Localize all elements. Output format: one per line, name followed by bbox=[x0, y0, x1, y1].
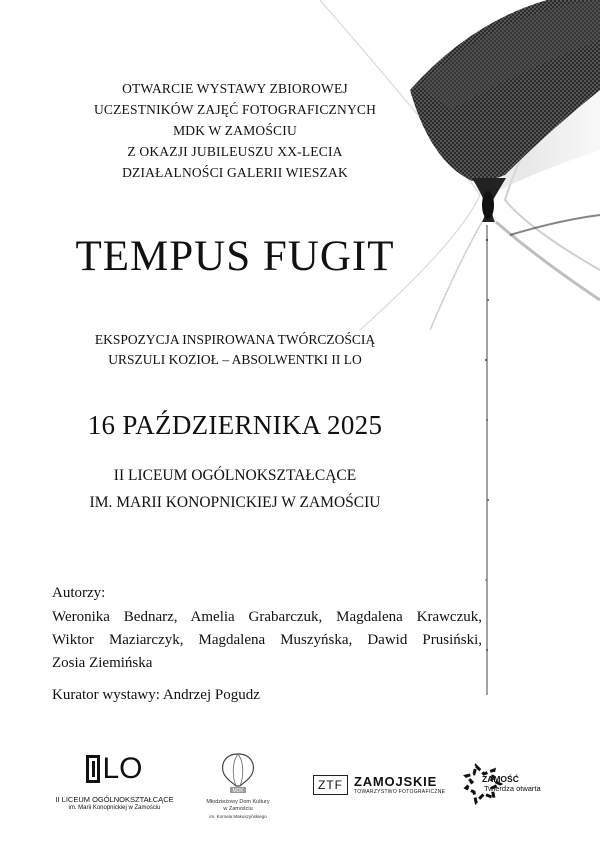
lo-emblem-icon bbox=[86, 755, 100, 783]
subtitle-block bbox=[0, 330, 470, 370]
lo-mark: LO bbox=[102, 752, 143, 785]
curator-credit: Kurator wystawy: Andrzej Pogudz bbox=[52, 687, 260, 703]
venue-line: II LICEUM OGÓLNOKSZTAŁCĄCE bbox=[113, 467, 357, 484]
intro-line: UCZESTNIKÓW ZAJĘĆ FOTOGRAFICZNYCH bbox=[93, 102, 377, 117]
svg-text:MDK: MDK bbox=[232, 788, 244, 794]
mdk-logo bbox=[198, 752, 278, 820]
exhibition-title: TEMPUS FUGIT bbox=[75, 233, 395, 280]
intro-line: Z OKAZJI JUBILEUSZU XX-LECIA bbox=[127, 144, 343, 159]
authors-line: Wiktor Maziarczyk, Magdalena Muszyńska, Dawid Prusiński, bbox=[52, 632, 482, 648]
lo-subname: im. Marii Konopnickiej w Zamościu bbox=[68, 805, 161, 811]
subtitle-line: EKSPOZYCJA INSPIROWANA TWÓRCZOŚCIĄ bbox=[94, 332, 376, 347]
authors-label: Autorzy: bbox=[52, 585, 106, 601]
lo-logo bbox=[52, 750, 177, 813]
event-date: 16 PAŹDZIERNIKA 2025 bbox=[87, 410, 383, 440]
intro-line: MDK W ZAMOŚCIU bbox=[173, 123, 297, 138]
ztf-subtitle: TOWARZYSTWO FOTOGRAFICZNE bbox=[354, 789, 446, 795]
authors-line: Weronika Bednarz, Amelia Grabarczuk, Magdalena Krawczuk, bbox=[52, 609, 482, 625]
mdk-patron: im. Kornela Makuszyńskiego bbox=[209, 814, 267, 819]
venue-block bbox=[0, 462, 470, 516]
mdk-city: w Zamościu bbox=[223, 806, 253, 812]
ztf-name: ZAMOJSKIE bbox=[354, 774, 438, 789]
venue-line: IM. MARII KONOPNICKIEJ W ZAMOŚCIU bbox=[89, 494, 381, 511]
intro-line: OTWARCIE WYSTAWY ZBIOROWEJ bbox=[122, 81, 348, 96]
authors-line: Zosia Ziemińska bbox=[52, 655, 153, 671]
authors-block bbox=[52, 582, 482, 675]
ztf-logo bbox=[313, 774, 445, 795]
mdk-name: Młodzieżowy Dom Kultury bbox=[206, 799, 270, 805]
ztf-mark: ZTF bbox=[313, 775, 348, 795]
zamosc-name: ZAMOŚĆ bbox=[482, 774, 519, 784]
balloon-icon bbox=[198, 752, 278, 794]
zamosc-logo bbox=[462, 760, 542, 810]
lo-name: II LICEUM OGÓLNOKSZTAŁCĄCE bbox=[55, 795, 174, 804]
intro-block bbox=[0, 78, 470, 183]
intro-line: DZIAŁALNOŚCI GALERII WIESZAK bbox=[122, 165, 348, 180]
subtitle-line: URSZULI KOZIOŁ – ABSOLWENTKI II LO bbox=[108, 352, 362, 367]
zamosc-slogan: Twierdza otwarta bbox=[484, 784, 541, 793]
